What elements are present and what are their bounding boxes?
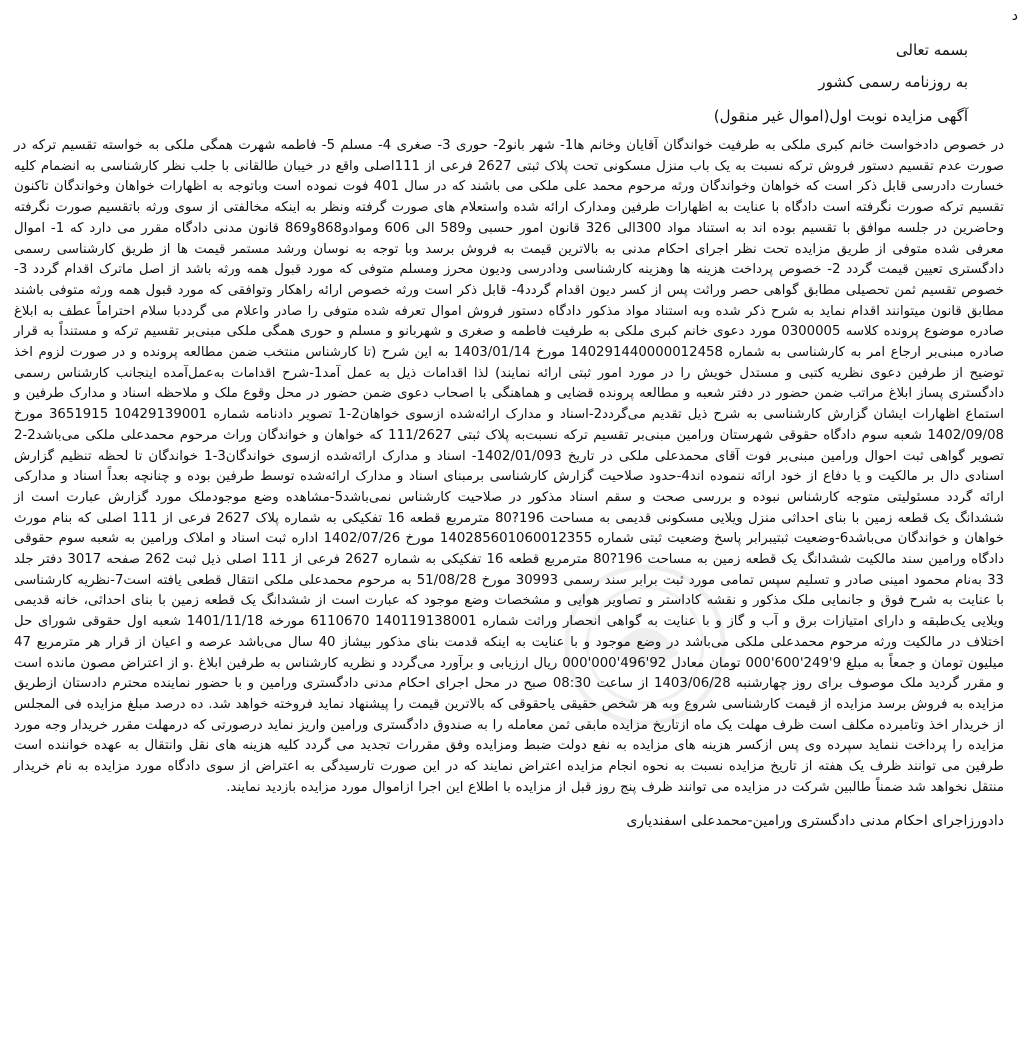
basmala-heading: بسمه تعالی: [895, 41, 968, 59]
corner-mark: د: [1011, 8, 1018, 24]
notice-title: آگهی مزایده نوبت اول(اموال غیر منقول): [713, 107, 968, 125]
notice-body: در خصوص دادخواست خانم کبری ملکی به طرفیت خواندگان آقایان وخانم ها1- شهر بانو2- حوری 3- صغری 4- مسلم 5- فاطمه شهرت همگی ملکی به خواسته تقسیم ترکه در صورت عدم تقسیم دستور فروش ترکه نسبت به یک باب منزل مسکونی تحت پلاک ثبتی 2627 فرعی از 111اصلی واقع در خیبان طالقانی با جلب نظر کارشناسی به انضمام کلیه خسارت دادرسی قابل ذکر است که خواهان وخواندگان ورثه مرحوم محمد علی ملکی می باشند که در سال 401 فوت نموده است وباتوجه به اظهارات خواهان وخواندگان تاکنون تقسیم ترکه صورت نگرفته است دادگاه با عنایت به اظهارات طرفین ومدارک ارائه شده واستعلام های صورت گرفته ونظر به اینکه مخالفتی از سوی ورثه باتقسیم صورت نگرفته وحاضرین در جلسه موافق با تقسیم بوده اند به استناد مواد 300الی 326 قانون امور حسبی و589 الی 606 وموادو868و869 قانون مدنی دادگاه مقرر می دارد که 1- اموال معرفی شده متوفی از طریق مزایده تحت نظر اجرای احکام مدنی به بالاترین قیمت به فروش برسد وبا توجه به نوسان ورشد مستمر قیمت ها از طریق کارشناسی رسمی دادگستری تعیین قیمت گردد 2- خصوص پرداخت هزینه ها وهزینه کارشناسی ودادرسی ودیون محرز ومسلم متوفی که مورد قبول همه ورثه باشد از اصل ماترک اقدام گردد 3- خصوص تقسیم ثمن تحصیلی مطابق گواهی حصر وراثت پس از کسر دیون اقدام گردد4- قابل ذکر است ورثه خصوص ارائه راهکار وتوافقی که مورد قبول همه ورثه متوفی باشند مطابق قانون میتوانند اقدام نماید به شرح ذکر شده وبه استناد مواد مذکور دادگاه دستور فروش اموال تعرفه شده متوفی را صادر واعلام می گرددبا سلام احتراماً عطف به ابلاغ صادره موضوع پرونده کلاسه 0300005 مورد دعوی خانم کبری ملکی به طرفیت فاطمه و صغری و شهربانو و مسلم و حوری همگی ملکی مبنی‌بر تقسیم ترکه و مستنداً به قرار صادره مبنی‌بر ارجاع امر به کارشناسی به شماره 140291440000012458 مورخ 1403/01/14 به این شرح (تا کارشناس منتخب ضمن مطالعه پرونده و در صورت لزوم اخذ توضیح از طرفین دعوی نظریه کتبی و مستدل خویش را در مورد امور ثبتی ارائه نمایند) لذا اقدامات ذیل به عمل آمد1-شرح اقدامات به‌عمل‌آمده اینجانب کارشناس رسمی دادگستری پساز ابلاغ مراتب ضمن حضور در دفتر شعبه و مطالعه پرونده قضایی و هماهنگی با اصحاب دعوی ضمن حضور در محل وقوع ملک و ملاحظه اسناد و مدارک طرفین و استماع اظهارات ایشان گزارش کارشناسی به شرح ذیل تقدیم می‌گردد2-اسناد و مدارک ارائه‌شده ازسوی خواهان2-1 تصویر دادنامه شماره 10429139001 3651915 مورخ 1402/09/08 شعبه سوم دادگاه حقوقی شهرستان ورامین مبنی‌بر تقسیم ترکه نسبت‌به پلاک ثبتی 111/2627 که خواهان و خواندگان وراث مرحوم محمدعلی ملکی می‌باشد2-2 تصویر گواهی ثبت احوال ورامین مبنی‌بر فوت آقای محمدعلی ملکی در تاریخ 1402/01/093- اسناد و مدارک ارائه‌شده ازسوی خواندگان3-1 خواندگان تا لحظه تنظیم گزارش اسنادی دال بر مالکیت و یا دفاع از خود ارائه ننموده اند4-حدود صلاحیت گزارش کارشناسی برمبنای اسناد و مدارک ارائه‌شده توسط طرفین بوده و چنانچه بعداً اسناد و مدارکی ارائه گردد مسئولیتی متوجه کارشناس نبوده و بررسی صحت و سقم اسناد مذکور در صلاحیت کارشناس نمی‌باشد5-مشاهده وضع موجودملک مورد گزارش عبارت است از ششدانگ یک قطعه زمین با بنای احداثی منزل ویلایی مسکونی قدیمی به مساحت 196?80 مترمربع قطعه 16 تفکیکی به شماره پلاک 2627 فرعی از 111 اصلی که بنام مورث خواهان و خواندگان می‌باشد6-وضعیت ثبتیبرابر پاسخ وضعیت ثبتی شماره 140285601060012355 مورخ 1402/07/26 اداره ثبت اسناد و املاک ورامین به شعبه سوم حقوقی دادگاه ورامین سند مالکیت ششدانگ یک قطعه زمین به مساحت 196?80 مترمربع قطعه 16 تفکیکی به شماره 2627 فرعی از 111 اصلی ذیل ثبت 262 صفحه 3017 دفتر جلد 33 به‌نام محمود امینی صادر و تسلیم سپس تمامی مورد ثبت برابر سند رسمی 30993 مورخ 51/08/28 به مرحوم محمدعلی ملکی انتقال قطعی یافته است7-نظریه کارشناسی با عنایت به شرح فوق و جانمایی ملک مذکور و نقشه کاداستر و تصاویر هوایی و مشخصات وضع موجود که عبارت است از ششدانگ یک قطعه زمین با بنای احداثی، خانه قدیمی ویلایی یک‌طبقه و دارای امتیازات برق و آب و گاز و با عنایت به گواهی انحصار وراثت شماره 140119138001 6110670 مورخه 1401/11/18 شعبه اول حقوقی شورای حل اختلاف در مالکیت ورثه مرحوم محمدعلی ملکی می‌باشد در وضع موجود و با عنایت به اینکه قدمت بنای مذکور بیشاز 40 سال می‌باشد عرصه و اعیان از قرار هر مترمربع 47 میلیون تومان و جمعاً به مبلغ 9'249'600'000 تومان معادل 92'496'000'000 ریال ارزیابی و برآورد می‌گردد و نظریه کارشناس به طرفین ابلاغ .و از اعتراض مصون مانده است و مقرر گردید ملک موصوف برای روز چهارشنبه 1403/06/28 از ساعت 08:30 صبح در محل اجرای احکام مدنی دادگستری ورامین و با حضور نماینده محترم دادستان ازطریق مزایده به فروش برسد مزایده از قیمت کارشناسی شروع وبه هر شخص حقیقی یاحقوقی که بالاترین قیمت را پیشنهاد نماید فروخته خواهد شد. ده درصد مبلغ مزایده فی المجلس از خریدار اخذ وتامبرده مکلف است ظرف مهلت یک ماه ازتاریخ مزایده مابقی ثمن معامله را به صندوق دادگستری ورامین واریز نماید درصورتی که درمهلت مقرر خریدار وجه مورد مزایده را پرداخت ننماید سپرده وی پس ازکسر هزینه های مزایده به نفع دولت ضبط ومزایده وفق مقررات تجدید می گردد کلیه هزینه های نقل وانتقال به عهده خواننده است طرفین می توانند ظرف یک هفته از تاریخ مزایده نسبت به نحوه انجام مزایده اعتراض نمایند که در این صورت تارسیدگی به اعتراض از سوی دادگاه مورد مزایده به نام خریدار منتقل نخواهد شد ضمناً طالبین شرکت در مزایده می توانند ظرف پنج روز قبل از مزایده با اطلاع این اجرا ازاموال مورد مزایده بازدید نمایند.: [14, 138, 1005, 795]
signature-line: دادورزاجرای احکام مدنی دادگستری ورامین-محمدعلی اسفندیاری: [626, 812, 1004, 829]
recipient-line: به روزنامه رسمی کشور: [818, 73, 968, 91]
